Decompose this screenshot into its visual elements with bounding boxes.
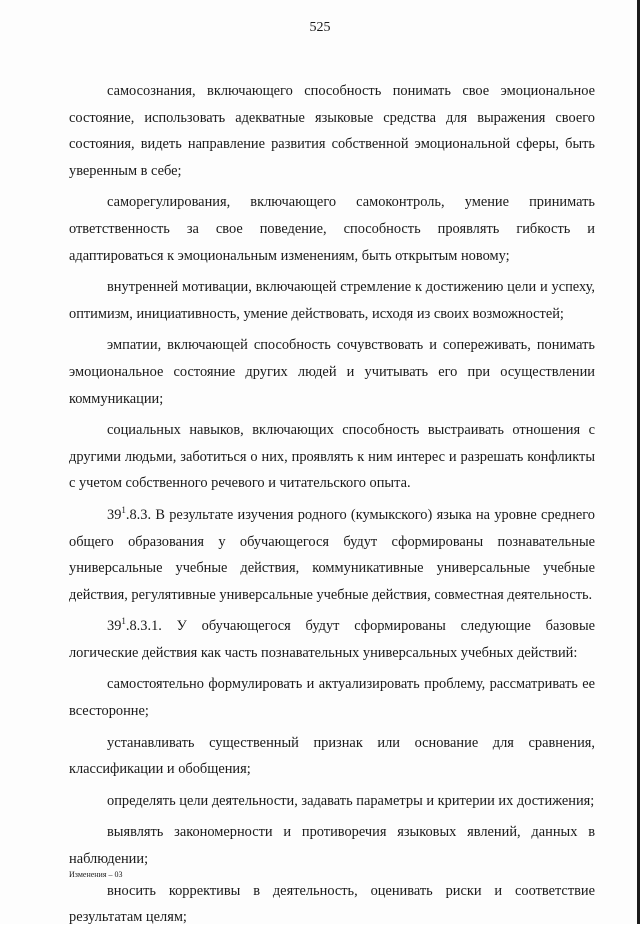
section-number-suffix: .8.3. <box>125 506 152 523</box>
section-number-superscript: 1 <box>121 505 126 516</box>
list-item: устанавливать существенный признак или основание для сравнения, классификации и обобщения; <box>69 734 595 778</box>
paragraph-self-regulation: саморегулирования, включающего самоконтроль, умение принимать ответственность за свое поведение, способность проявлять гибкость и адаптироваться к эмоциональным изменениям, быть открытым новому; <box>69 194 595 264</box>
paragraph-self-awareness: самосознания, включающего способность понимать свое эмоциональное состояние, использовать адекватные языковые средства для выражения своего состояния, видеть направление развития собственной эмоциональной сферы, быть уверенным в себе; <box>69 83 595 179</box>
section-number-superscript: 1 <box>121 616 126 627</box>
list-item: вносить коррективы в деятельность, оценивать риски и соответствие результатам целям; <box>69 882 595 926</box>
page-number: 525 <box>309 20 331 35</box>
section-39-8-3-1 <box>69 613 595 666</box>
document-body <box>69 78 595 931</box>
section-39-8-3 <box>69 502 595 608</box>
section-text: У обучающегося будут сформированы следующие базовые логические действия как часть познавательных универсальных учебных действий: <box>69 618 595 661</box>
list-item: выявлять закономерности и противоречия языковых явлений, данных в наблюдении; <box>69 824 595 868</box>
section-number: 39 <box>107 506 122 523</box>
list-item: самостоятельно формулировать и актуализировать проблему, рассматривать ее всесторонне; <box>69 676 595 720</box>
section-number: 39 <box>107 618 122 635</box>
list-item: определять цели деятельности, задавать параметры и критерии их достижения; <box>107 792 595 809</box>
footer-revision-note: Изменения – 03 <box>69 870 123 879</box>
section-text: В результате изучения родного (кумыкского) языка на уровне среднего общего образования у обучающегося будут сформированы познавательные универсальные учебные действия, коммуникативные универсальные учебные действия, регулятивные универсальные учебные действия, совместная деятельность. <box>69 506 595 603</box>
section-number-suffix: .8.3.1. <box>125 618 162 635</box>
paragraph-social-skills: социальных навыков, включающих способность выстраивать отношения с другими людьми, заботиться о них, проявлять к ним интерес и разрешать конфликты с учетом собственного речевого и читательского опыта. <box>69 422 595 492</box>
paragraph-empathy: эмпатии, включающей способность сочувствовать и сопереживать, понимать эмоциональное состояние других людей и учитывать его при осуществлении коммуникации; <box>69 337 595 407</box>
paragraph-motivation: внутренней мотивации, включающей стремление к достижению цели и успеху, оптимизм, инициативность, умение действовать, исходя из своих возможностей; <box>69 279 595 322</box>
